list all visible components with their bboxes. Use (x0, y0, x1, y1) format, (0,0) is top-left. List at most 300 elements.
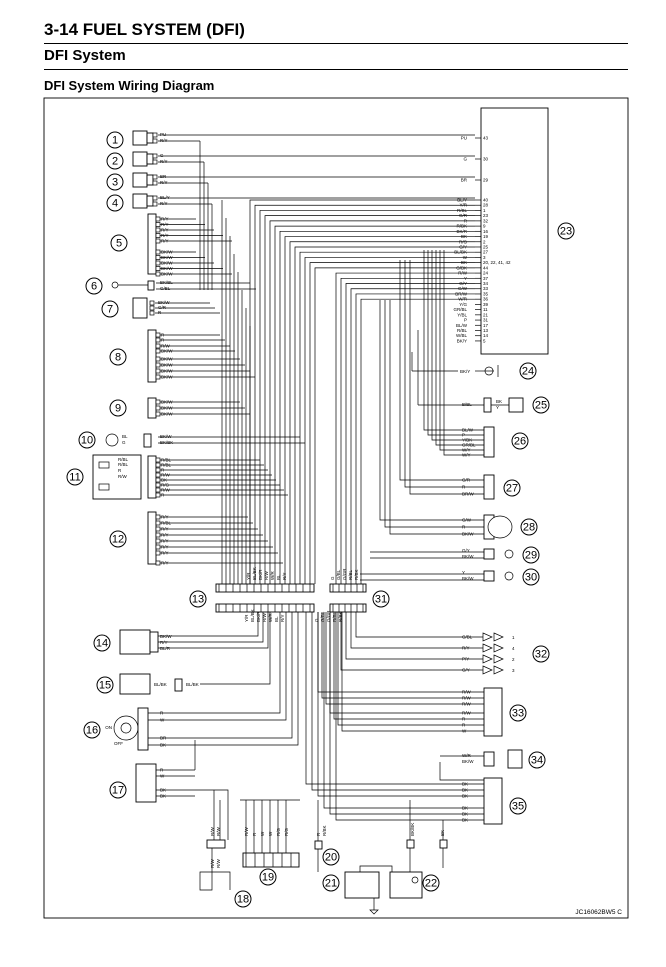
c11-pin (156, 488, 160, 492)
ecu-pin-number: 11 (483, 307, 488, 313)
ecu-pin-number: 25 (483, 244, 489, 250)
c10-wire-label: BK/W (160, 434, 172, 439)
callout-label: 16 (85, 724, 99, 737)
c12-wire-label: R/Y (161, 514, 169, 520)
ecu-pin-number: 37 (483, 275, 489, 281)
callout-label: 22 (424, 877, 438, 890)
c13-wire-label: BK/R (256, 611, 261, 622)
c16-label: ON (105, 725, 112, 730)
c1-box (133, 131, 147, 145)
ecu-wire-label: G/Y (459, 281, 467, 287)
c11-wire-label: R/BL (118, 457, 129, 462)
callout-label: 7 (106, 303, 114, 316)
callout-label: 12 (111, 533, 125, 546)
c5-wire-label: R/Y (161, 216, 169, 222)
c7-pin (150, 311, 154, 315)
c9-wire-label: BK/W (161, 399, 173, 405)
c8-pin (156, 369, 160, 373)
c2-pin (153, 160, 157, 164)
c8-pin (156, 333, 160, 337)
c26-wire-label: P (462, 432, 466, 438)
ecu-wire-label: R (463, 218, 467, 224)
c33-wire-label: R (462, 722, 466, 728)
c11-pin (156, 468, 160, 472)
c4-wire-label: BL/Y (160, 195, 170, 200)
c10-wire-label: BK/BK (160, 440, 174, 445)
c26-wire-label: W/Y (462, 447, 471, 453)
callout-label: 29 (524, 549, 538, 562)
c8-pin (156, 363, 160, 367)
c33-wire-label: R/W (462, 689, 471, 695)
c34-sensor (508, 750, 522, 768)
c8-wire-label: BK/W (161, 368, 173, 374)
callout-label: 5 (115, 237, 123, 250)
ecu-wire-label: BK/Y (456, 338, 467, 344)
c13-wire-label: BL (276, 574, 281, 580)
c35-box (484, 778, 502, 824)
callout-label: 32 (534, 648, 548, 661)
c11-wire-label: R/W (161, 487, 170, 493)
c10-wire-label: G (122, 440, 126, 445)
c32-wire-label: G/BL (462, 634, 473, 640)
c5-wire-label: BK/W (161, 255, 173, 260)
c5-pin (156, 267, 160, 271)
c31-wire-label: R/BK (338, 611, 343, 622)
ecu-pin-number: 23 (483, 213, 489, 219)
c26-wire-label: W/Y (462, 452, 471, 458)
c9-wire-label: BK/W (161, 411, 173, 417)
c5-wire-label: BK/W (161, 260, 173, 266)
c15-plug (175, 679, 182, 691)
section-title: 3-14 FUEL SYSTEM (DFI) (44, 20, 245, 39)
c11-pin (156, 458, 160, 462)
c32-pin-number: 2 (512, 657, 515, 662)
c5-pin (156, 272, 160, 276)
c30-wire-label: Y (462, 570, 466, 575)
ecu-wire-label: G/BK (456, 265, 467, 271)
c8-pin (156, 357, 160, 361)
c31-wire-label: G/GR (342, 568, 347, 580)
callout-label: 15 (98, 679, 112, 692)
c5-pin (156, 261, 160, 265)
c12-box (148, 512, 156, 564)
c31-wire-label: G (314, 618, 319, 622)
c11-wire-label: R/W (118, 474, 127, 479)
c16-label: OFF (114, 741, 123, 746)
ecu-pin-number: 35 (483, 291, 489, 297)
callout-label: 33 (511, 707, 525, 720)
c8-wire-label: R (161, 337, 165, 343)
c1-wire-label: R/Y (160, 138, 168, 143)
c8-wire-label: BK/W (161, 374, 173, 380)
c16-wire-label: BR (160, 735, 167, 741)
c13-wire-label: R/Y (282, 572, 287, 580)
c11-wire-label: R (161, 467, 165, 473)
c12-wire-label: R/Y (161, 538, 169, 544)
c29-sensor (505, 550, 513, 558)
c32-wire-label: R/Y (462, 645, 470, 651)
c6-wire-label: BK/BL (160, 280, 173, 285)
ecu-pin-number: 29 (483, 177, 489, 183)
c25-plug (484, 398, 491, 412)
ecu-wire-label: W (462, 254, 467, 260)
c13-wire-label: R/W (264, 571, 269, 580)
diagram-code: JC16062BW5 C (575, 909, 622, 916)
c31-wire-label: R/BL (348, 569, 353, 580)
c13-wire-label: Y/R (244, 614, 249, 622)
c10-wire-label: BL (122, 434, 128, 439)
ecu-wire-label: BL/BK (454, 249, 467, 255)
c31-wire-label: R/BL (332, 611, 337, 622)
c18-wire-label: R/W (216, 827, 221, 836)
c11-wire-label: R/G (161, 482, 170, 488)
c26-wire-label: GR/BL (462, 442, 476, 448)
ecu-wire-label: BL/W (455, 322, 467, 328)
ecu-wire-label: BK (460, 234, 467, 240)
callout-label: 10 (80, 434, 94, 447)
c8-wire-label: BK/W (161, 356, 173, 362)
callout-label: 34 (530, 754, 544, 767)
c20-plug (315, 841, 322, 849)
c5-wire-label: R/Y (161, 238, 169, 244)
c11-wire-label: R/BL (118, 462, 129, 467)
ecu-pin-number: 43 (483, 135, 489, 141)
c35-wire-label: BK (462, 787, 469, 793)
c35-wire-label: BK (462, 781, 469, 787)
c13-wire-label: R/Y (280, 614, 285, 622)
c1-plug (147, 133, 153, 143)
c5-pin (156, 223, 160, 227)
c12-pin (156, 515, 160, 519)
ecu-pin-number: 2 (483, 239, 486, 245)
callout-label: 26 (513, 435, 527, 448)
c19-wire-label: R (252, 832, 257, 836)
c16-wire-label: BK (160, 742, 167, 748)
c9-pin (156, 412, 160, 416)
c12-wire-label: R/Y (161, 526, 169, 532)
c31-wire-label: G (330, 576, 335, 580)
c3-plug (147, 175, 153, 185)
c3-pin (153, 175, 157, 179)
c22-plug (440, 840, 447, 848)
ecu-wire-label: G/R (458, 213, 467, 219)
system-title: DFI System (44, 47, 126, 64)
ecu-pin-number: 40 (483, 197, 489, 203)
callout-label: 19 (261, 871, 275, 884)
callout-label: 17 (111, 784, 125, 797)
c7-pin (150, 301, 154, 305)
ecu-wire-label: BL/Y (457, 197, 467, 203)
c11-wire-label: R/BL (161, 462, 172, 468)
c13-wire-label: BL (274, 616, 279, 622)
c5-wire-label: R/Y (161, 227, 169, 233)
c33-wire-label: W (462, 728, 467, 734)
c19-wire-label: W (260, 831, 265, 836)
c2-plug (147, 154, 153, 164)
c25-wire-label: BK (496, 399, 503, 404)
c14-plug (150, 632, 158, 652)
c8-wire-label: BK/W (161, 348, 173, 354)
ecu-pin-number: 24 (483, 270, 489, 276)
c2-wire-label: G (160, 153, 164, 158)
c3-pin (153, 181, 157, 185)
ecu-wire-label: R/G (458, 239, 467, 245)
c15-wire-label: BL/BK (154, 682, 167, 687)
c12-pin (156, 561, 160, 565)
c12-pin (156, 551, 160, 555)
callout-label: 20 (324, 851, 338, 864)
c5-pin (156, 256, 160, 260)
c18-wire-label: R/W (210, 859, 215, 868)
ecu-wire-label: Y/G (459, 301, 467, 307)
ecu-wire-label: G/W (458, 286, 467, 292)
c28-wire-label: BK/W (462, 531, 474, 537)
c21-box (345, 872, 379, 898)
c11-switch-box (93, 455, 141, 499)
c26-wire-label: BL/W (462, 427, 474, 433)
ecu-pin-number: 13 (483, 328, 489, 333)
c7-wire-label: R (158, 310, 162, 315)
c12-pin (156, 539, 160, 543)
c12-pin (156, 545, 160, 549)
ecu-wire-label: G (463, 156, 467, 162)
c32-wire-label: P/Y (462, 656, 470, 662)
c19-wire-label: W (268, 831, 273, 836)
c25-sensor (509, 398, 523, 412)
ecu-wire-label: R/BL (456, 328, 467, 333)
c19-box (243, 853, 299, 867)
c14-wire-label: R/Y (160, 640, 168, 645)
ecu-pin-number: 9 (483, 223, 486, 229)
c8-pin (156, 338, 160, 342)
callout-label: 4 (111, 197, 119, 210)
ecu-wire-label: R/BK (456, 223, 467, 229)
callout-label: 30 (524, 571, 538, 584)
c30-wire-label: BK/W (462, 576, 474, 581)
c14-box (120, 630, 150, 654)
c11-pin (156, 493, 160, 497)
callout-label: 9 (114, 402, 122, 415)
c33-box (484, 688, 502, 736)
c11-pin (156, 463, 160, 467)
c11-pin (156, 478, 160, 482)
c11-wire-label: R (118, 468, 122, 473)
c12-pin (156, 521, 160, 525)
ecu-pin-number: 1 (483, 207, 486, 213)
c35-wire-label: BK (462, 805, 469, 811)
c8-box (148, 330, 156, 382)
c7-pin (150, 306, 154, 310)
ecu-pin-number: 31 (483, 317, 489, 323)
c31-wire-label: R/BK (354, 569, 359, 580)
c11-wire-label: BK (161, 477, 168, 483)
c15-wire-label: BL/BK (186, 682, 199, 687)
c22-terminal (412, 877, 418, 883)
c17-wire-label: BK (160, 793, 167, 799)
c8-wire-label: R (161, 332, 165, 338)
c8-pin (156, 344, 160, 348)
c12-pin (156, 533, 160, 537)
c28-sensor (488, 516, 512, 538)
ecu-wire-label: R/W (458, 270, 467, 276)
c28-wire-label: R (462, 524, 466, 530)
callout-label: 14 (95, 637, 109, 650)
c5-pin (156, 239, 160, 243)
c6-sensor (112, 282, 118, 288)
c31-wire-label: G/BL (336, 569, 341, 580)
c25-wire-label: Y (496, 405, 500, 410)
ecu-wire-label: W/BL (455, 333, 467, 339)
c17-wire-label: BK (160, 787, 167, 793)
c8-wire-label: BK/W (161, 362, 173, 368)
c4-wire-label: R/Y (160, 201, 168, 206)
ecu-pin-number: 39 (483, 301, 489, 307)
c5-pin (156, 234, 160, 238)
c34-wire-label: W/R (462, 753, 471, 758)
c13-wire-label: W/R (268, 613, 273, 622)
c32-pin-number: 1 (512, 635, 515, 640)
ecu-wire-label: BR/W (455, 291, 467, 297)
c9-wire-label: BK/W (161, 405, 173, 411)
c3-wire-label: BR (160, 174, 167, 179)
c30-plug (484, 571, 494, 581)
c2-pin (153, 154, 157, 158)
ecu-pin-number: 21 (483, 312, 489, 318)
c22-wire-label: BK/BK (410, 822, 415, 836)
c3-box (133, 173, 147, 187)
c3-wire-label: R/Y (160, 180, 168, 185)
c15-box (120, 674, 150, 694)
c5-wire-label: R/Y (161, 222, 169, 227)
c11-switch (99, 462, 109, 468)
c13-wire-label: BL/BK (252, 567, 257, 580)
ecu-pin-number: 32 (483, 218, 489, 224)
ecu-wire-label: GR/BL (453, 307, 467, 313)
ecu-pin-number: 14 (483, 333, 489, 339)
c8-pin (156, 349, 160, 353)
c22-box (390, 872, 422, 898)
ecu-wire-label: BK/R (456, 228, 467, 234)
c29-wire-label: G/Y (462, 548, 470, 553)
c6-plug (148, 281, 154, 290)
c33-wire-label: R/W (462, 710, 471, 716)
ecu-wire-label: W/R (458, 296, 467, 302)
c17-box (136, 764, 156, 802)
c20-wire-label: R/BK (322, 825, 327, 836)
callout-label: 23 (559, 225, 573, 238)
c13-wire-label: Y/R (246, 572, 251, 580)
c12-wire-label: R/Y (161, 550, 169, 556)
c10-indicator (106, 434, 118, 446)
c13-wire-label: R/W (262, 613, 267, 622)
ecu-wire-label: Y/R (459, 202, 467, 208)
c16-box (138, 708, 148, 750)
c20-wire-label: R (316, 832, 321, 836)
callout-label: 21 (324, 877, 338, 890)
ecu-pin-number: 19 (483, 234, 489, 240)
diagram-title: DFI System Wiring Diagram (44, 78, 215, 93)
c34-wire-label: BK/W (462, 759, 474, 764)
c4-pin (153, 196, 157, 200)
c26-box (484, 427, 494, 457)
c1-pin (153, 133, 157, 137)
c35-wire-label: BK (462, 793, 469, 799)
callout-label: 8 (114, 351, 122, 364)
callout-label: 28 (522, 521, 536, 534)
c7-wire-label: BK/W (158, 300, 170, 305)
c14-wire-label: BK/W (160, 634, 172, 639)
c10-plug (144, 434, 151, 447)
ecu-wire-label: G/Y (459, 244, 467, 250)
ecu-pin-number: 16 (483, 228, 489, 234)
c16-wire-label: W (160, 717, 165, 723)
callout-label: 2 (111, 155, 119, 168)
c1-pin (153, 139, 157, 143)
c31-lower (330, 604, 366, 612)
callout-label: 25 (534, 399, 548, 412)
ecu-wire-label: BR (460, 177, 467, 183)
c35-wire-label: BK (462, 811, 469, 817)
c1-wire-label: PU (160, 132, 167, 137)
c16-key (121, 723, 131, 733)
ecu-pin-number: 33 (483, 286, 489, 292)
c2-box (133, 152, 147, 166)
c33-wire-label: R (462, 716, 466, 722)
c31-wire-label: G/GR (326, 610, 331, 622)
ecu-wire-label: PU (460, 135, 467, 141)
c5-wire-label: BK/W (161, 266, 173, 271)
ecu-pin-number: 5 (483, 338, 486, 344)
ecu-wire-label: P (463, 317, 467, 323)
c5-wire-label: BK/W (161, 271, 173, 277)
c26-wire-label: Y/BK (462, 437, 473, 443)
c5-wire-label: BK/W (161, 249, 173, 255)
c33-wire-label: R/W (462, 701, 471, 707)
c29-wire-label: BK/W (462, 554, 474, 559)
c30-sensor (505, 572, 513, 580)
c7-wire-label: G/R (158, 305, 167, 310)
c17-wire-label: W (160, 773, 165, 779)
c35-wire-label: BK (462, 817, 469, 823)
c32-wire-label: G/Y (462, 667, 470, 673)
ecu-wire-label: Y (463, 275, 467, 281)
c22-plug (407, 840, 414, 848)
c32-pin-number: 3 (512, 668, 515, 673)
c13-lower (216, 604, 314, 612)
ecu-box (481, 108, 548, 354)
c8-wire-label: R/W (161, 343, 170, 349)
c14-wire-label: BL/R (160, 646, 171, 651)
c6-wire-label: G/BL (160, 286, 171, 291)
c17-wire-label: R (160, 767, 164, 773)
ecu-wire-label: R/BL (456, 207, 467, 213)
ecu-pin-number: 36 (483, 296, 489, 302)
callout-label: 18 (236, 893, 250, 906)
c19-wire-label: R/W (244, 827, 249, 836)
ecu-pin-number: 34 (483, 281, 489, 287)
c19-wire-label: R/G (276, 827, 281, 836)
c11-box (148, 456, 156, 498)
c27-wire-label: BR/W (462, 491, 474, 497)
ecu-pin-number: 3 (483, 254, 486, 260)
c5-pin (156, 228, 160, 232)
c5-box (148, 214, 156, 274)
callout-label: 11 (69, 471, 81, 484)
ecu-pin-number: 28 (483, 202, 489, 208)
callout-label: 31 (374, 593, 388, 606)
c18-wire-label: R/W (210, 827, 215, 836)
c11-switch (99, 484, 109, 490)
